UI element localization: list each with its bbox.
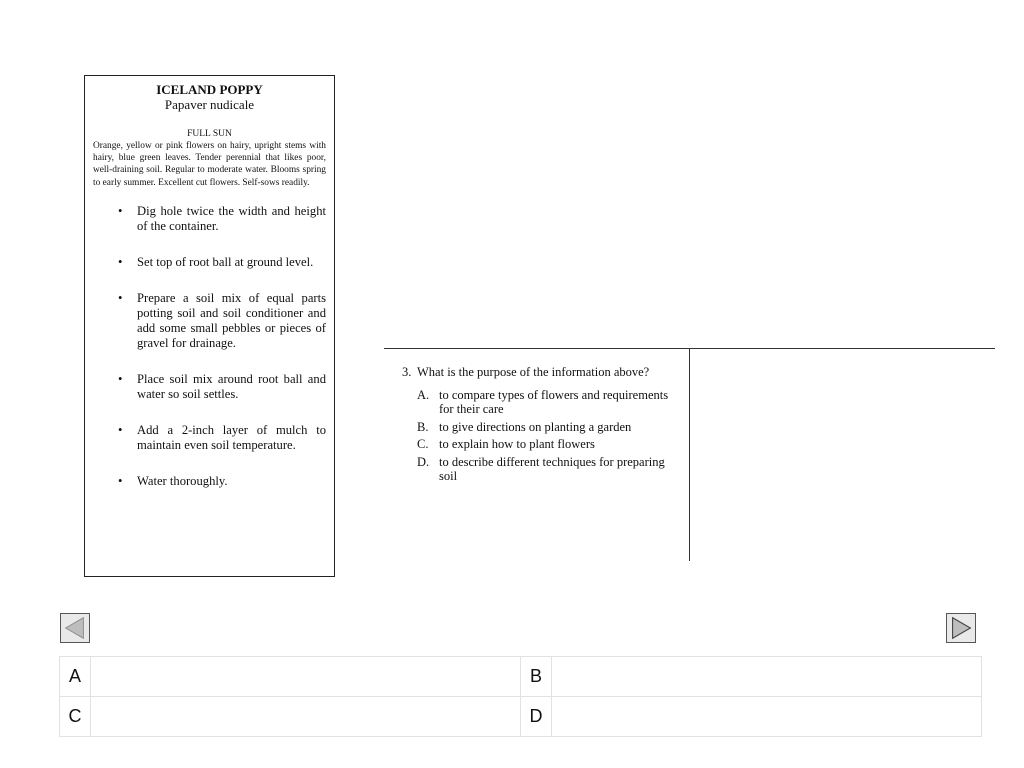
step-text: Set top of root ball at ground level. [137,254,314,269]
question-divider-vertical [689,349,690,561]
answer-choice-d[interactable]: D [521,697,552,737]
bullet-icon: • [118,254,123,269]
bullet-icon: • [118,203,123,218]
planting-step [93,474,326,489]
question-block [402,365,672,487]
answer-options-list [402,388,672,484]
question-number: 3. [402,365,412,379]
step-text: Place soil mix around root ball and water so soil settles. [137,371,326,401]
next-button[interactable] [946,613,976,643]
planting-step [93,291,326,351]
step-text: Dig hole twice the width and height of the container. [137,203,326,233]
planting-step [93,255,326,270]
answer-choice-c[interactable]: C [60,697,91,737]
answer-option [402,420,672,435]
previous-button[interactable] [60,613,90,643]
answer-choice-b-area[interactable] [552,657,982,697]
plant-info-card [84,75,335,577]
sun-requirement: FULL SUN [187,129,232,139]
question-text: What is the purpose of the information above? [417,365,650,379]
option-text: to describe different techniques for preparing soil [439,454,665,483]
planting-step [93,204,326,234]
answer-choice-c-area[interactable] [91,697,521,737]
planting-steps-list [93,204,326,489]
planting-step [93,372,326,402]
option-letter: A. [417,387,430,402]
bullet-icon: • [118,371,123,386]
option-text: to give directions on planting a garden [439,419,632,434]
answer-option [402,437,672,452]
planting-step [93,423,326,453]
card-title: ICELAND POPPY [156,82,263,97]
option-letter: D. [417,454,430,469]
answer-row [60,657,982,697]
step-text: Add a 2-inch layer of mulch to maintain even soil temperature. [137,422,326,452]
bullet-icon: • [118,290,123,305]
answer-choice-d-area[interactable] [552,697,982,737]
option-text: to explain how to plant flowers [439,437,595,451]
option-letter: B. [417,419,429,434]
card-subtitle: Papaver nudicale [164,97,255,112]
answer-option [402,455,672,484]
option-letter: C. [417,437,429,451]
answer-choice-a-area[interactable] [91,657,521,697]
step-text: Water thoroughly. [137,473,228,488]
plant-description: Orange, yellow or pink flowers on hairy, upright stems with hairy, blue green leaves. Tender perennial that likes poor, well-draining soil. Regular to moderate water. Blooms spring to early summer. Excellent cut flowers. Self-sows readily. [93,141,326,188]
answer-choice-a[interactable]: A [60,657,91,697]
bullet-icon: • [118,473,123,488]
triangle-left-icon [61,614,89,642]
bullet-icon: • [118,422,123,437]
answer-choice-grid [59,656,982,737]
answer-option [402,388,672,417]
question-stem [402,365,672,380]
answer-choice-b[interactable]: B [521,657,552,697]
triangle-right-icon [947,614,975,642]
option-text: to compare types of flowers and requirements for their care [439,387,669,416]
step-text: Prepare a soil mix of equal parts potting soil and soil conditioner and add some small pebbles or pieces of gravel for drainage. [137,290,326,350]
answer-row [60,697,982,737]
